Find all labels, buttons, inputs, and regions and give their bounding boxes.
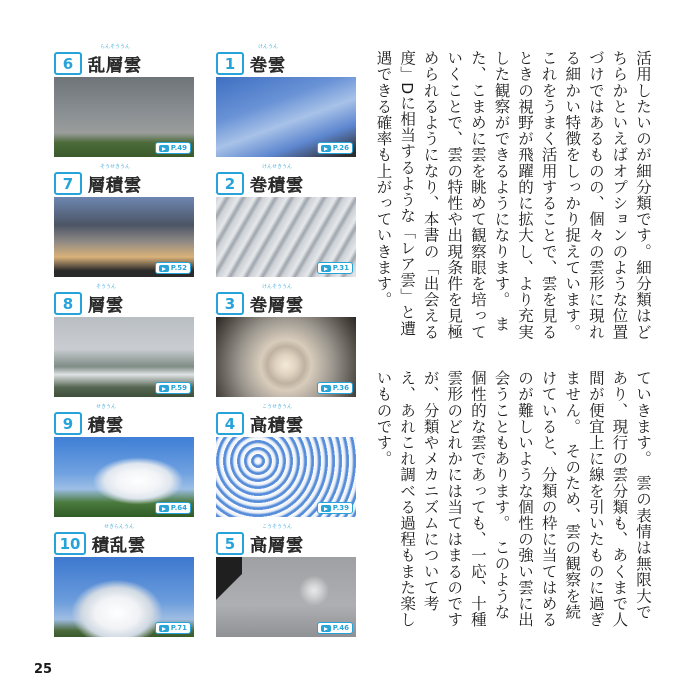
arrow-icon — [159, 265, 169, 272]
page-reference[interactable] — [155, 382, 191, 394]
cloud-photo — [216, 317, 356, 397]
page-reference[interactable] — [317, 142, 353, 154]
arrow-icon — [321, 385, 331, 392]
card-ruby: けんそううん — [261, 284, 292, 290]
page-reference[interactable] — [155, 262, 191, 274]
cloud-card-9 — [54, 404, 194, 517]
page-reference-label: P.46 — [332, 624, 349, 632]
cloud-card-4 — [216, 404, 356, 517]
page-reference[interactable] — [155, 502, 191, 514]
card-number: 9 — [54, 412, 82, 435]
cloud-photo — [54, 197, 194, 277]
card-title: 巻雲 — [250, 56, 286, 76]
card-label — [54, 524, 146, 557]
card-title: 積雲 — [88, 416, 124, 436]
page-reference-label: P.49 — [170, 144, 187, 152]
cloud-card-10 — [54, 524, 194, 637]
cloud-photo — [216, 557, 356, 637]
arrow-icon — [159, 505, 169, 512]
page-reference-label: P.64 — [170, 504, 187, 512]
card-ruby: せきうん — [95, 404, 116, 410]
card-title: 高層雲 — [250, 536, 304, 556]
card-title: 巻積雲 — [250, 176, 304, 196]
card-number: 6 — [54, 52, 82, 75]
cloud-photo — [54, 317, 194, 397]
page-reference[interactable] — [155, 622, 191, 634]
card-number: 1 — [216, 52, 244, 75]
page-reference-label: P.36 — [332, 384, 349, 392]
card-number: 10 — [54, 532, 86, 555]
arrow-icon — [321, 265, 331, 272]
arrow-icon — [159, 625, 169, 632]
page-reference[interactable] — [317, 622, 353, 634]
cloud-card-6 — [54, 44, 194, 157]
card-ruby: そうせきうん — [99, 164, 130, 170]
page-number: 25 — [34, 662, 53, 677]
body-text-top: 活用したいのが細分類です。細分類はどちらかといえばオプションのような位置づけではあるものの、個々の雲形に現れる細かい特徴をしっかり捉えています。 これをうまく活用することで、雲を見るときの視野が飛躍的に拡大し、より充実した観察ができるようになります。 また、こまめに雲を眺めて観察眼を培っていくことで、雲の特性や出現条件を見極められるようになり、本書の「出会える度」Dに相当するような「レア雲」と遭遇できる確率も上がっていきます。 — [374, 50, 652, 349]
card-ruby: そううん — [95, 284, 116, 290]
page-reference-label: P.26 — [332, 144, 349, 152]
page-reference[interactable] — [155, 142, 191, 154]
page-reference[interactable] — [317, 382, 353, 394]
cloud-card-2 — [216, 164, 356, 277]
cloud-photo — [216, 437, 356, 517]
card-title: 巻層雲 — [250, 296, 304, 316]
card-title: 高積雲 — [250, 416, 304, 436]
cloud-card-7 — [54, 164, 194, 277]
card-ruby: せきらんうん — [103, 524, 134, 530]
cloud-photo — [54, 557, 194, 637]
cloud-photo — [216, 77, 356, 157]
card-ruby: こうそううん — [261, 524, 292, 530]
card-number: 4 — [216, 412, 244, 435]
cloud-photo — [216, 197, 356, 277]
arrow-icon — [321, 505, 331, 512]
page-reference-label: P.59 — [170, 384, 187, 392]
card-number: 5 — [216, 532, 244, 555]
arrow-icon — [159, 145, 169, 152]
cloud-card-8 — [54, 284, 194, 397]
page-reference-label: P.71 — [170, 624, 187, 632]
page-reference[interactable] — [317, 502, 353, 514]
cloud-card-3 — [216, 284, 356, 397]
card-label — [54, 404, 124, 437]
arrow-icon — [321, 145, 331, 152]
card-number: 3 — [216, 292, 244, 315]
body-text-bottom: ていきます。 雲の表情は無限大であり、現行の雲分類も、あくまで人間が便宜上に線を引いたものに過ぎません。 そのため、雲の観察を続けていると、分類の枠に当てはめるのが難しいような個性の強い雲に出会うこともあります。 このような個性的な雲であっても、一応、十種雲形のどれかには当てはまるのですが、分類やメカニズムについて考え、あれこれ調べる過程もまた楽しいものです。 — [374, 370, 652, 628]
page-reference-label: P.31 — [332, 264, 349, 272]
card-number: 8 — [54, 292, 82, 315]
card-label — [216, 284, 304, 317]
card-ruby: けんせきうん — [261, 164, 292, 170]
card-label — [54, 164, 142, 197]
card-label — [54, 284, 124, 317]
page-reference-label: P.52 — [170, 264, 187, 272]
page-reference-label: P.39 — [332, 504, 349, 512]
card-title: 乱層雲 — [88, 56, 142, 76]
card-ruby: けんうん — [257, 44, 278, 50]
card-title: 層積雲 — [88, 176, 142, 196]
card-number: 2 — [216, 172, 244, 195]
card-label — [216, 164, 304, 197]
roof-silhouette — [216, 557, 242, 637]
card-label — [216, 44, 286, 77]
cloud-card-1 — [216, 44, 356, 157]
page-reference[interactable] — [317, 262, 353, 274]
card-number: 7 — [54, 172, 82, 195]
arrow-icon — [321, 625, 331, 632]
arrow-icon — [159, 385, 169, 392]
cloud-photo — [54, 437, 194, 517]
card-ruby: らんそううん — [99, 44, 130, 50]
card-title: 積乱雲 — [92, 536, 146, 556]
card-ruby: こうせきうん — [261, 404, 292, 410]
card-label — [216, 404, 304, 437]
card-title: 層雲 — [88, 296, 124, 316]
card-label — [216, 524, 304, 557]
card-label — [54, 44, 142, 77]
cloud-photo — [54, 77, 194, 157]
cloud-card-5 — [216, 524, 356, 637]
